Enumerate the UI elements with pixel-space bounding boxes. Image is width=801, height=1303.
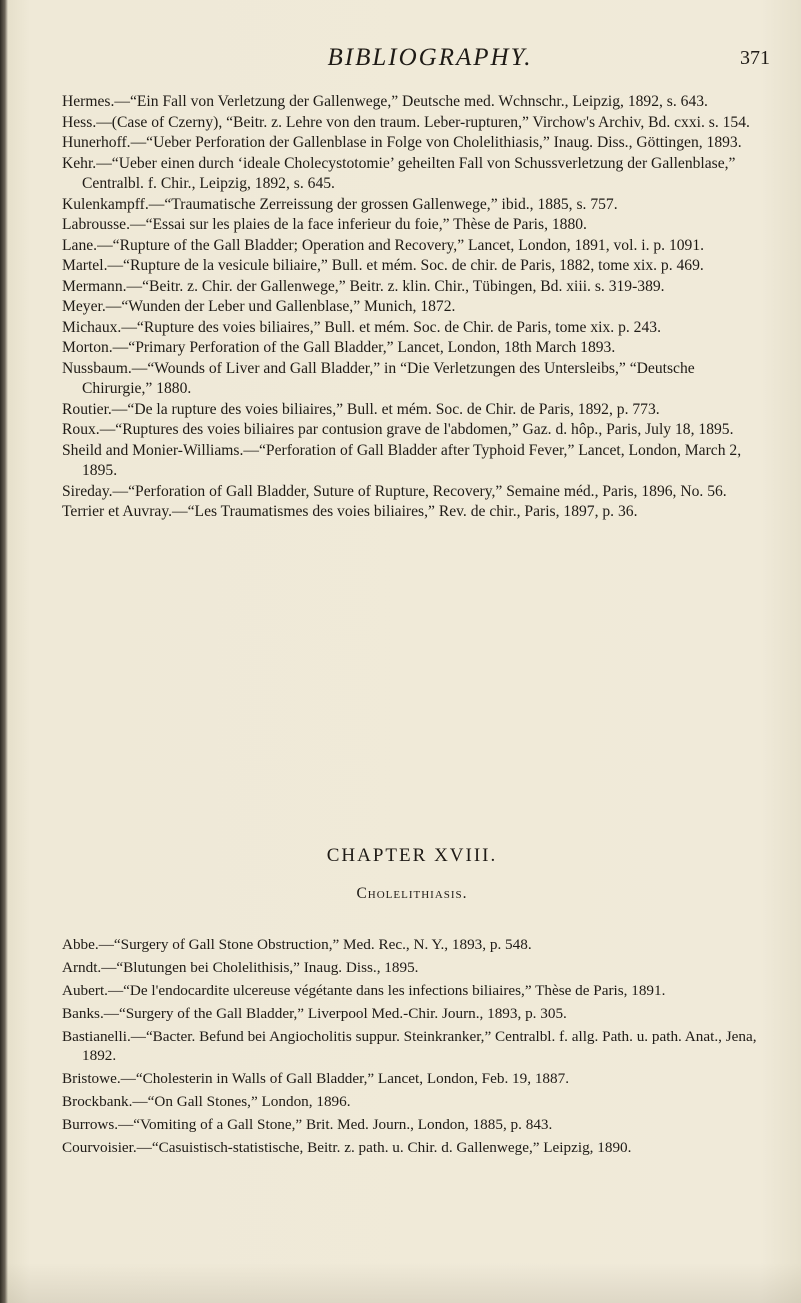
page-gutter-shadow [0, 0, 8, 1303]
bibliography-entry: Hermes.—“Ein Fall von Verletzung der Gallenwege,” Deutsche med. Wchnschr., Leipzig, 1892, s. 643. [62, 93, 708, 110]
bibliography-list-part2 [62, 935, 762, 1161]
bibliography-entry: Courvoisier.—“Casuistisch-statistische, Beitr. z. path. u. Chir. d. Gallenwege,” Leipzig, 1890. [62, 1139, 632, 1156]
bibliography-entry: Meyer.—“Wunden der Leber und Gallenblase,” Munich, 1872. [62, 298, 456, 315]
bibliography-entry: Routier.—“De la rupture des voies biliaires,” Bull. et mém. Soc. de Chir. de Paris, 1892, p. 773. [62, 400, 660, 418]
bibliography-entry: Lane.—“Rupture of the Gall Bladder; Operation and Recovery,” Lancet, London, 1891, vol. i. p. 1091. [62, 236, 705, 254]
bibliography-entry: Burrows.—“Vomiting of a Gall Stone,” Brit. Med. Journ., London, 1885, p. 843. [62, 1116, 553, 1133]
page-number: 371 [740, 47, 770, 69]
running-title: BIBLIOGRAPHY. [327, 44, 533, 71]
bibliography-entry: Labrousse.—“Essai sur les plaies de la face inferieur du foie,” Thèse de Paris, 1880. [62, 216, 587, 233]
bibliography-entry: Mermann.—“Beitr. z. Chir. der Gallenwege,” Beitr. z. klin. Chir., Tübingen, Bd. xiii. s. 319-389. [62, 277, 665, 295]
bibliography-entry: Arndt.—“Blutungen bei Cholelithisis,” Inaug. Diss., 1895. [62, 959, 419, 976]
bibliography-entry: Abbe.—“Surgery of Gall Stone Obstruction,” Med. Rec., N. Y., 1893, p. 548. [62, 936, 532, 953]
bibliography-entry: Kulenkampff.—“Traumatische Zerreissung der grossen Gallenwege,” ibid., 1885, s. 757. [62, 195, 618, 213]
bibliography-entry: Aubert.—“De l'endocardite ulcereuse végétante dans les infections biliaires,” Thèse de Paris, 1891. [62, 982, 666, 999]
bibliography-entry: Morton.—“Primary Perforation of the Gall Bladder,” Lancet, London, 18th March 1893. [62, 339, 616, 356]
bibliography-entry: Kehr.—“Ueber einen durch ‘ideale Cholecystotomie’ geheilten Fall von Schussverletzung der Gallenblase,” Centralbl. f. Chir., Leipzig, 1892, s. 645. [62, 154, 736, 192]
bibliography-list-part1 [62, 92, 762, 523]
chapter-heading: CHAPTER XVIII. [326, 845, 498, 866]
bibliography-entry: Sireday.—“Perforation of Gall Bladder, Suture of Rupture, Recovery,” Semaine méd., Paris, 1896, No. 56. [62, 482, 727, 500]
section-heading: Cholelithiasis. [356, 885, 468, 902]
bibliography-entry: Nussbaum.—“Wounds of Liver and Gall Bladder,” in “Die Verletzungen des Untersleibs,” “Deutsche Chirurgie,” 1880. [62, 359, 695, 397]
bibliography-entry: Sheild and Monier-Williams.—“Perforation of Gall Bladder after Typhoid Fever,” Lancet, London, March 2, 1895. [62, 441, 742, 479]
page-bottom-shadow [0, 1263, 801, 1303]
bibliography-entry: Banks.—“Surgery of the Gall Bladder,” Liverpool Med.-Chir. Journ., 1893, p. 305. [62, 1005, 567, 1022]
bibliography-entry: Bristowe.—“Cholesterin in Walls of Gall Bladder,” Lancet, London, Feb. 19, 1887. [62, 1070, 569, 1087]
bibliography-entry: Hunerhoff.—“Ueber Perforation der Gallenblase in Folge von Cholelithiasis,” Inaug. Diss., Göttingen, 1893. [62, 134, 742, 151]
bibliography-entry: Hess.—(Case of Czerny), “Beitr. z. Lehre von den traum. Leber-rupturen,” Virchow's Archiv, Bd. cxxi. s. 154. [62, 113, 750, 131]
bibliography-entry: Roux.—“Ruptures des voies biliaires par contusion grave de l'abdomen,” Gaz. d. hôp., Paris, July 18, 1895. [62, 421, 734, 438]
bibliography-entry: Martel.—“Rupture de la vesicule biliaire,” Bull. et mém. Soc. de chir. de Paris, 1882, tome xix. p. 469. [62, 257, 704, 274]
bibliography-entry: Bastianelli.—“Bacter. Befund bei Angiocholitis suppur. Steinkranker,” Centralbl. f. allg. Path. u. path. Anat., Jena, 1892. [62, 1028, 757, 1064]
bibliography-entry: Brockbank.—“On Gall Stones,” London, 1896. [62, 1093, 351, 1110]
bibliography-entry: Terrier et Auvray.—“Les Traumatismes des voies biliaires,” Rev. de chir., Paris, 1897, p. 36. [62, 503, 638, 520]
bibliography-entry: Michaux.—“Rupture des voies biliaires,” Bull. et mém. Soc. de Chir. de Paris, tome xix. p. 243. [62, 318, 661, 336]
chapter-block [62, 845, 762, 903]
running-head [90, 44, 770, 74]
